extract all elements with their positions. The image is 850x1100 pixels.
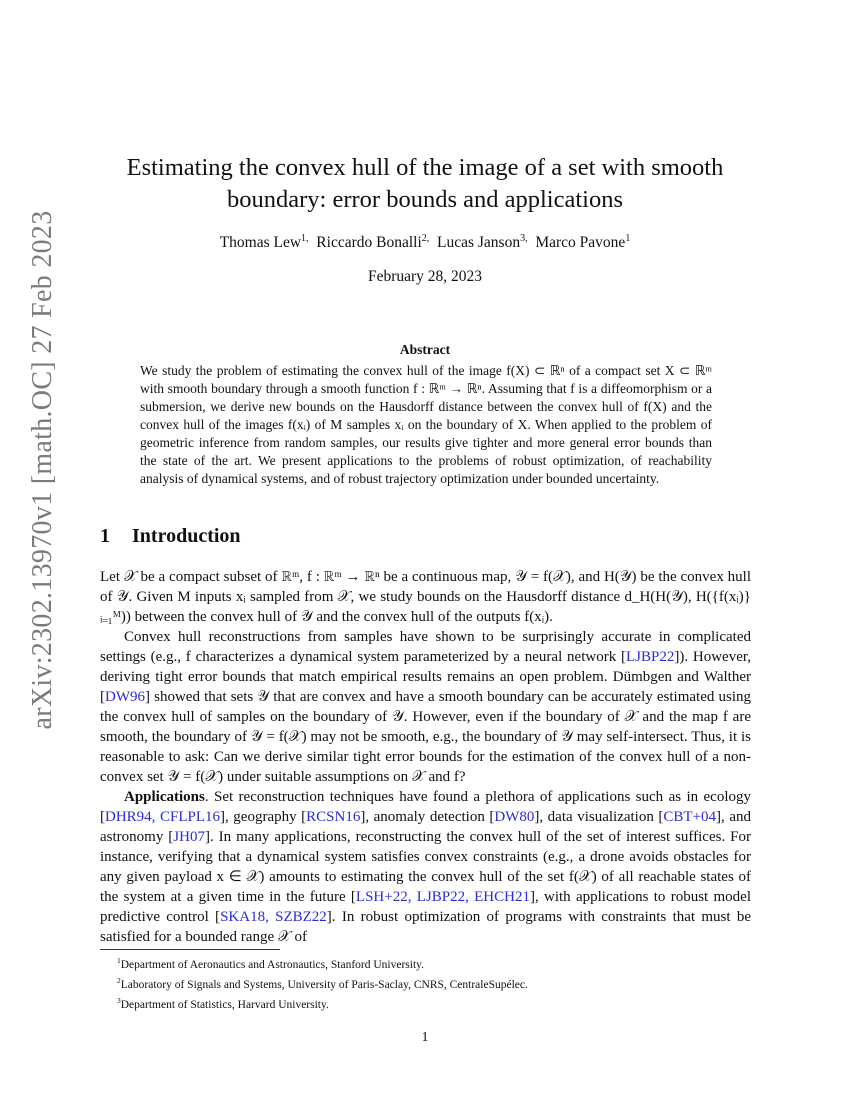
text-run: ]). However, deriving tight error bounds that match empirical results remains an open problem. Dümbgen and Walther [: [100, 649, 751, 705]
paragraph: [100, 787, 751, 947]
author-affiliation-mark: 1,: [301, 233, 309, 244]
citation-link[interactable]: CBT+04: [663, 809, 717, 825]
citation-link[interactable]: DW96: [105, 689, 145, 705]
citation-link[interactable]: DHR94, CFLPL16: [105, 809, 220, 825]
text-run: ] showed that sets 𝒴 that are convex and have a smooth boundary can be accurately estimated using the convex hull of samples on the boundary of 𝒴. However, even if the boundary of 𝒳 and the map f are smooth, the boundary of 𝒴 = f(𝒳) may not be smooth, e.g., the boundary of 𝒴 may self-intersect. Thus, it is reasonable to ask: Can we derive similar tight error bounds for the estimation of the convex hull of a non-convex set 𝒴 = f(𝒳) under suitable assumptions on 𝒳 and f?: [100, 689, 751, 785]
body-text: [100, 567, 751, 947]
text-run: ], and astronomy [: [100, 809, 752, 845]
author-affiliation-mark: 2,: [421, 233, 430, 244]
author: Lucas Janson: [437, 234, 521, 252]
footnote-mark: 2: [117, 975, 121, 985]
author: Marco Pavone: [535, 234, 626, 252]
text-run: . Set reconstruction techniques have found a plethora of applications such as in ecology [: [100, 789, 751, 825]
footnote-rule: [100, 949, 280, 950]
author: Riccardo Bonalli: [316, 234, 422, 252]
author: Thomas Lew: [219, 234, 302, 252]
footnote-text: Laboratory of Signals and Systems, University of Paris-Saclay, CNRS, CentraleSupélec.: [120, 978, 528, 991]
paper-title: Estimating the convex hull of the image of a set with smooth boundary: error bounds and applications: [126, 154, 724, 213]
citation-link[interactable]: LJBP22: [625, 649, 675, 665]
arxiv-id: arXiv:2302.13970v1 [math.OC] 27 Feb 2023: [27, 210, 58, 730]
citation-link[interactable]: JH07: [173, 829, 205, 845]
section-title: Introduction: [132, 525, 241, 547]
footnote-text: Department of Aeronautics and Astronautics, Stanford University.: [120, 958, 425, 971]
arxiv-sidebar-stamp: [18, 210, 68, 730]
author-affiliation-mark: 3,: [520, 233, 528, 244]
footnote: [100, 953, 750, 973]
text-run: ], data visualization [: [534, 809, 664, 825]
footnote-text: Department of Statistics, Harvard University.: [120, 998, 329, 1011]
footnote-mark: 1: [117, 956, 121, 965]
abstract-heading: Abstract: [399, 342, 451, 357]
footnote: [100, 993, 750, 1013]
paragraph-lead: Applications: [124, 789, 205, 805]
section-number: 1: [100, 525, 110, 547]
citation-link[interactable]: RCSN16: [306, 809, 361, 825]
text-run: ]. In many applications, reconstructing the convex hull of the set of interest suffices. For instance, verifying that a dynamical system satisfies convex constraints (e.g., a drone avoids obstacles for any given payload x ∈ 𝒳) amounts to estimating the convex hull of the set f(𝒳) of all reachable states of the system at a given time in the future [: [100, 829, 751, 905]
text-run: ], geography [: [220, 809, 307, 825]
paragraph: Let 𝒳 be a compact subset of ℝᵐ, f : ℝᵐ → ℝⁿ be a continuous map, 𝒴 = f(𝒳), and H(𝒴) be the convex hull of 𝒴. Given M inputs xᵢ sampled from 𝒳, we study bounds on the Hausdorff distance d_H(H(𝒴), H({f(xᵢ)}ᵢ₌₁ᴹ)) between the convex hull of 𝒴 and the convex hull of the outputs f(xᵢ).: [100, 569, 751, 625]
section-heading: [100, 525, 241, 548]
text-run: Convex hull reconstructions from samples have shown to be surprisingly accurate in complicated settings (e.g., f characterizes a dynamical system parameterized by a neural network [: [100, 629, 751, 665]
text-run: ]. In robust optimization of programs with constraints that must be satisfied for a bounded range 𝒳 of: [100, 909, 751, 945]
citation-link[interactable]: LSH+22, LJBP22, EHCH21: [355, 889, 530, 905]
footnote-mark: 3: [117, 995, 121, 1005]
page-number: 1: [421, 1030, 429, 1045]
text-run: ], with applications to robust model predictive control [: [100, 889, 751, 925]
footnotes: [100, 953, 750, 1012]
paragraph: [100, 627, 751, 787]
author-list: [100, 233, 750, 252]
abstract-text: We study the problem of estimating the convex hull of the image f(X) ⊂ ℝⁿ of a compact set X ⊂ ℝᵐ with smooth boundary through a smooth function f : ℝᵐ → ℝⁿ. Assuming that f is a diffeomorphism or a submersion, we derive new bounds on the Hausdorff distance between the convex hull of f(X) and the convex hull of the images f(xᵢ) of M samples xᵢ on the boundary of X. When applied to the problem of geometric inference from random samples, our results give tighter and more general error bounds than the state of the art. We present applications to the problems of robust optimization, of reachability analysis of dynamical systems, and of robust trajectory optimization under bounded uncertainty.: [140, 363, 712, 486]
paper-date: February 28, 2023: [367, 268, 483, 285]
author-affiliation-mark: 1: [625, 233, 631, 244]
citation-link[interactable]: DW80: [494, 809, 535, 825]
text-run: ], anomaly detection [: [360, 809, 495, 825]
footnote: [100, 973, 750, 993]
citation-link[interactable]: SKA18, SZBZ22: [220, 909, 327, 925]
